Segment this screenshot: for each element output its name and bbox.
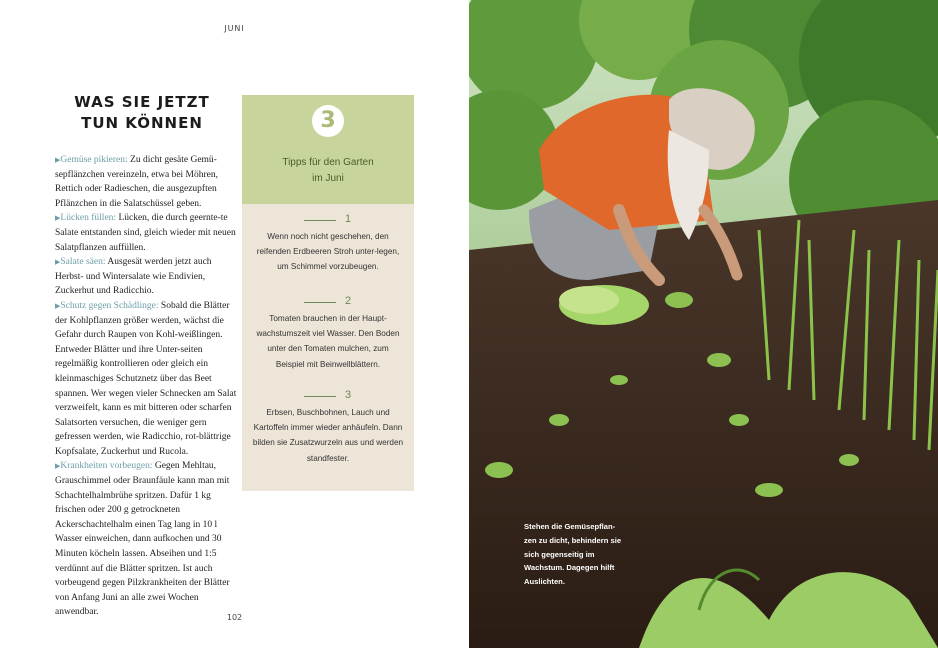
tip-number-1 [252,212,404,229]
paragraph-text: Ausgesät werden jetzt auch Herbst- und Wintersalate wie Endivien, Zuckerhut und Radicchio. [55,257,212,297]
tips-title-line-1: Tipps für den Garten [282,157,374,168]
tip-number-label: 1 [344,213,352,225]
tip-text-1: Wenn noch nicht geschehen, den reifenden Erdbeeren Stroh unter-legen, um Schimmel vorzubeugen. [256,232,400,272]
running-header-month: JUNI [224,24,245,33]
triangle-bullet-icon: ▶ [55,156,61,164]
paragraph-text: Gegen Mehltau, Grauschimmel oder Braunfäule kann man mit Schachtelhalmbrühe spritzen. Dafür 1 kg frischen oder 200 g getrockneten Ackerschachtelhalm einen Tag lang in 10 l Wasser einweichen, dann aufkochen und 30 Minuten köcheln lassen. Abseihen und 1:5 verdünnt auf die Blätter spritzen. Ist auch vorbeugend gegen Pilzkrankheiten der Blätter von Anfang Juni an alle zwei Wochen anwendbar. [55,461,230,618]
tip-item-3 [252,388,404,466]
triangle-bullet-icon: ▶ [55,214,61,223]
paragraph-luecken-fuellen [55,211,237,255]
photo-caption: Stehen die Gemüsepflan-zen zu dicht, behindern sie sich gegenseitig im Wachstum. Dagegen hilft Auslichten. [524,522,622,587]
tip-number-2 [252,294,404,311]
paragraph-keyword: Salate säen: [60,257,106,268]
section-heading-line-2: TUN KÖNNEN [81,114,203,132]
tips-count-badge: 3 [312,105,344,137]
section-heading [62,92,222,134]
tip-item-1 [252,212,404,275]
triangle-bullet-icon: ▶ [55,301,61,310]
paragraph-keyword: Gemüse pikieren: [60,155,128,165]
paragraph-krankheiten-vorbeugen [55,459,237,620]
section-heading-line-1: WAS SIE JETZT [74,93,210,111]
tip-text-3: Erbsen, Buschbohnen, Lauch und Kartoffeln immer wieder anhäufeln. Dann bilden sie Zusatzwurzeln aus und werden standfester. [252,408,404,463]
tip-number-label: 2 [344,295,352,307]
tips-box-body [242,204,414,491]
paragraph-text: Sobald die Blätter der Kohlpflanzen größer werden, wächst die Gefahr durch Raupen von Kohl-weißlingen. Entweder Blätter und ihre Unter-seiten regelmäßig kontrollieren oder gleich ein kleinmaschiges Schutznetz über das Beet spannen. Wer wegen vieler Schnecken am Salat verzweifelt, kann es mit bitteren oder scharfen Salatsorten versuchen, die weniger gern gefressen werden, wie Radicchio, rot-blättrige Kopfsalate, Zuckerhut und Rucola. [55,300,237,457]
paragraph-salate-saeen [55,255,237,299]
tip-divider-line [304,220,336,221]
triangle-bullet-icon: ▶ [55,258,61,267]
paragraph-text: Lücken, die durch geernte-te Salate entstanden sind, gleich wieder mit neuen Salatpflanzen auffüllen. [55,213,236,253]
paragraph-keyword: Schutz gegen Schädlinge: [60,300,159,311]
paragraph-keyword: Lücken füllen: [60,213,117,224]
tip-item-2 [252,294,404,372]
paragraph-gemuese-pikieren [55,153,237,211]
tips-box-header [242,95,414,204]
paragraph-schutz-gegen-schaedlinge [55,299,237,460]
paragraph-keyword: Krankheiten vorbeugen: [60,461,153,472]
tip-number-3 [252,388,404,405]
paragraph-text: Zu dicht gesäte Gemü-sepflänzchen vereinzeln, etwa bei Möhren, Rettich oder Radieschen, die ausgezupften Pflänzchen in die Salatschüssel geben. [55,155,219,209]
tips-box-title [242,155,414,187]
garden-tips-box [242,95,414,491]
tip-divider-line [304,396,336,397]
tips-title-line-2: im Juni [312,173,344,184]
tip-text-2: Tomaten brauchen in der Haupt-wachstumszeit viel Wasser. Den Boden unter den Tomaten mulchen, zum Beispiel mit Beinwellblättern. [256,314,400,369]
triangle-bullet-icon: ▶ [55,462,61,471]
tip-divider-line [304,302,336,303]
tip-number-label: 3 [344,389,352,401]
tips-text-column [55,153,237,620]
page-number: 102 [226,613,243,622]
